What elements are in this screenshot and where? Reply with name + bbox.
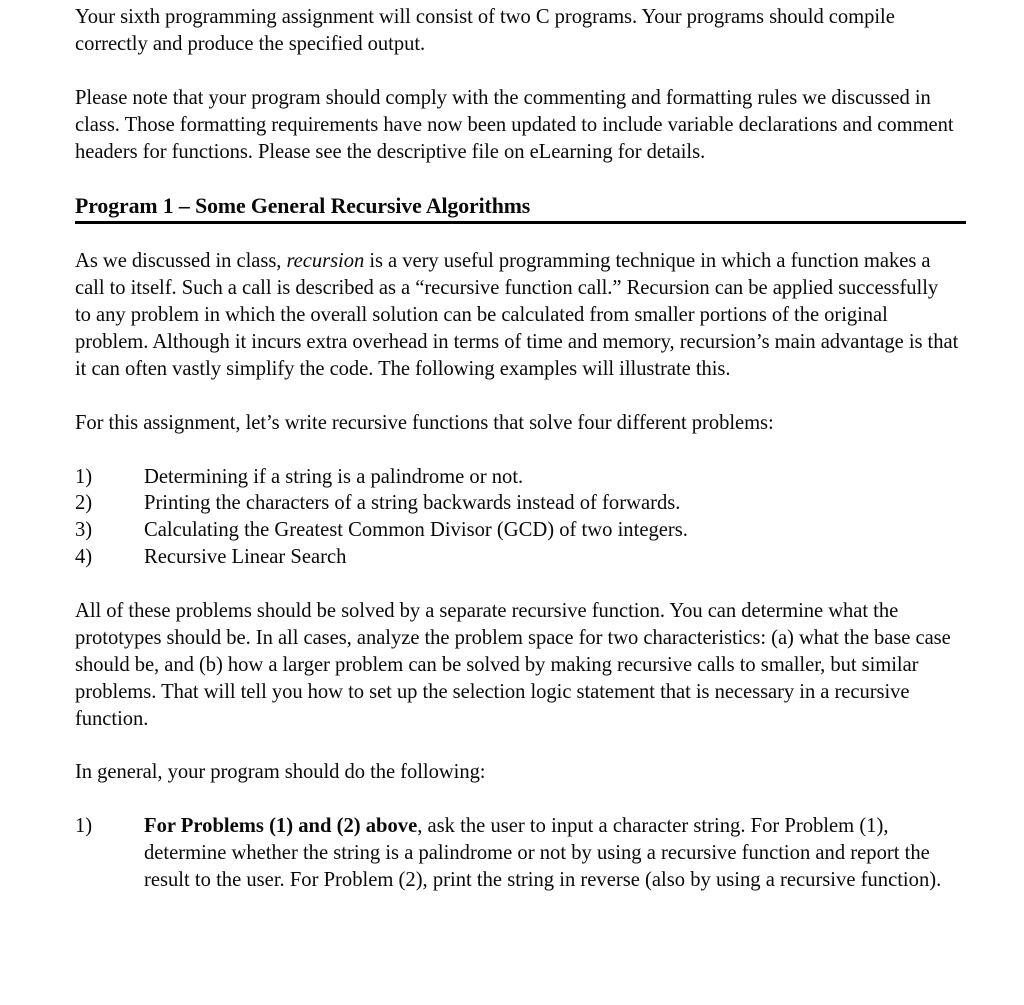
paragraph-spacer: [75, 786, 959, 813]
list-item-label: Determining if a string is a palindrome or not.: [144, 465, 524, 488]
section-heading-program-1: Program 1 – Some General Recursive Algorithms: [75, 194, 531, 219]
recursion-lead-text: As we discussed in class,: [75, 250, 287, 273]
list-item: [75, 813, 959, 894]
paragraph-spacer: [75, 733, 959, 760]
list-item: [75, 464, 959, 491]
list-item-marker: 3): [75, 519, 93, 542]
intro-paragraph-1: Your sixth programming assignment will consist of two C programs. Your programs should compile correctly and produce the specified output.: [75, 6, 895, 55]
list-item: [75, 490, 959, 517]
list-item-marker: 1): [75, 465, 93, 488]
paragraph-spacer: [75, 437, 959, 464]
recursion-rest-text: is a very useful programming technique in which a function makes a call to itself. Such a call is described as a “recursive function call.” Recursion can be applied successfully to any problem in which the overall solution can be calculated from smaller portions of the original problem. Although it incurs extra overhead in terms of time and memory, recursion’s main advantage is that it can often vastly simplify the code. The following examples will illustrate this.: [75, 250, 959, 380]
paragraph-spacer: [75, 165, 959, 192]
paragraph-spacer: [75, 224, 959, 248]
requirement-bold-lead: For Problems (1) and (2) above: [144, 815, 418, 838]
paragraph-spacer: [75, 571, 959, 598]
list-item-label: Calculating the Greatest Common Divisor (GCD) of two integers.: [144, 519, 688, 542]
recursion-italic-term: recursion: [286, 250, 365, 273]
list-item-label: Printing the characters of a string backwards instead of forwards.: [144, 492, 681, 515]
problems-list: [75, 464, 959, 572]
list-item: [75, 544, 959, 571]
page-content: [75, 4, 959, 894]
requirements-list: [75, 813, 959, 894]
list-item-label: [144, 813, 959, 894]
list-item-marker: 1): [75, 815, 93, 838]
list-item-marker: 2): [75, 492, 93, 515]
requirement-body-text: , ask the user to input a character string. For Problem (1), determine whether the string is a palindrome or not by using a recursive function and report the result to the user. For Problem (2), print the string in reverse (also by using a recursive function).: [144, 815, 942, 892]
intro-paragraph-2: Please note that your program should comply with the commenting and formatting rules we discussed in class. Those formatting requirements have now been updated to include variable declarations and comment headers for functions. Please see the descriptive file on eLearning for details.: [75, 86, 954, 163]
list-item-marker: 4): [75, 546, 93, 569]
all-problems-paragraph: All of these problems should be solved by a separate recursive function. You can determine what the prototypes should be. In all cases, analyze the problem space for two characteristics: (a) what the base case should be, and (b) how a larger problem can be solved by making recursive calls to smaller, but similar problems. That will tell you how to set up the selection logic statement that is necessary in a recursive function.: [75, 600, 951, 730]
four-problems-intro-paragraph: For this assignment, let’s write recursive functions that solve four different problems:: [75, 411, 774, 434]
list-item: [75, 517, 959, 544]
paragraph-spacer: [75, 58, 959, 85]
recursion-definition-paragraph: [75, 248, 959, 383]
in-general-paragraph: In general, your program should do the following:: [75, 761, 486, 784]
paragraph-spacer: [75, 383, 959, 410]
list-item-label: Recursive Linear Search: [144, 546, 347, 569]
